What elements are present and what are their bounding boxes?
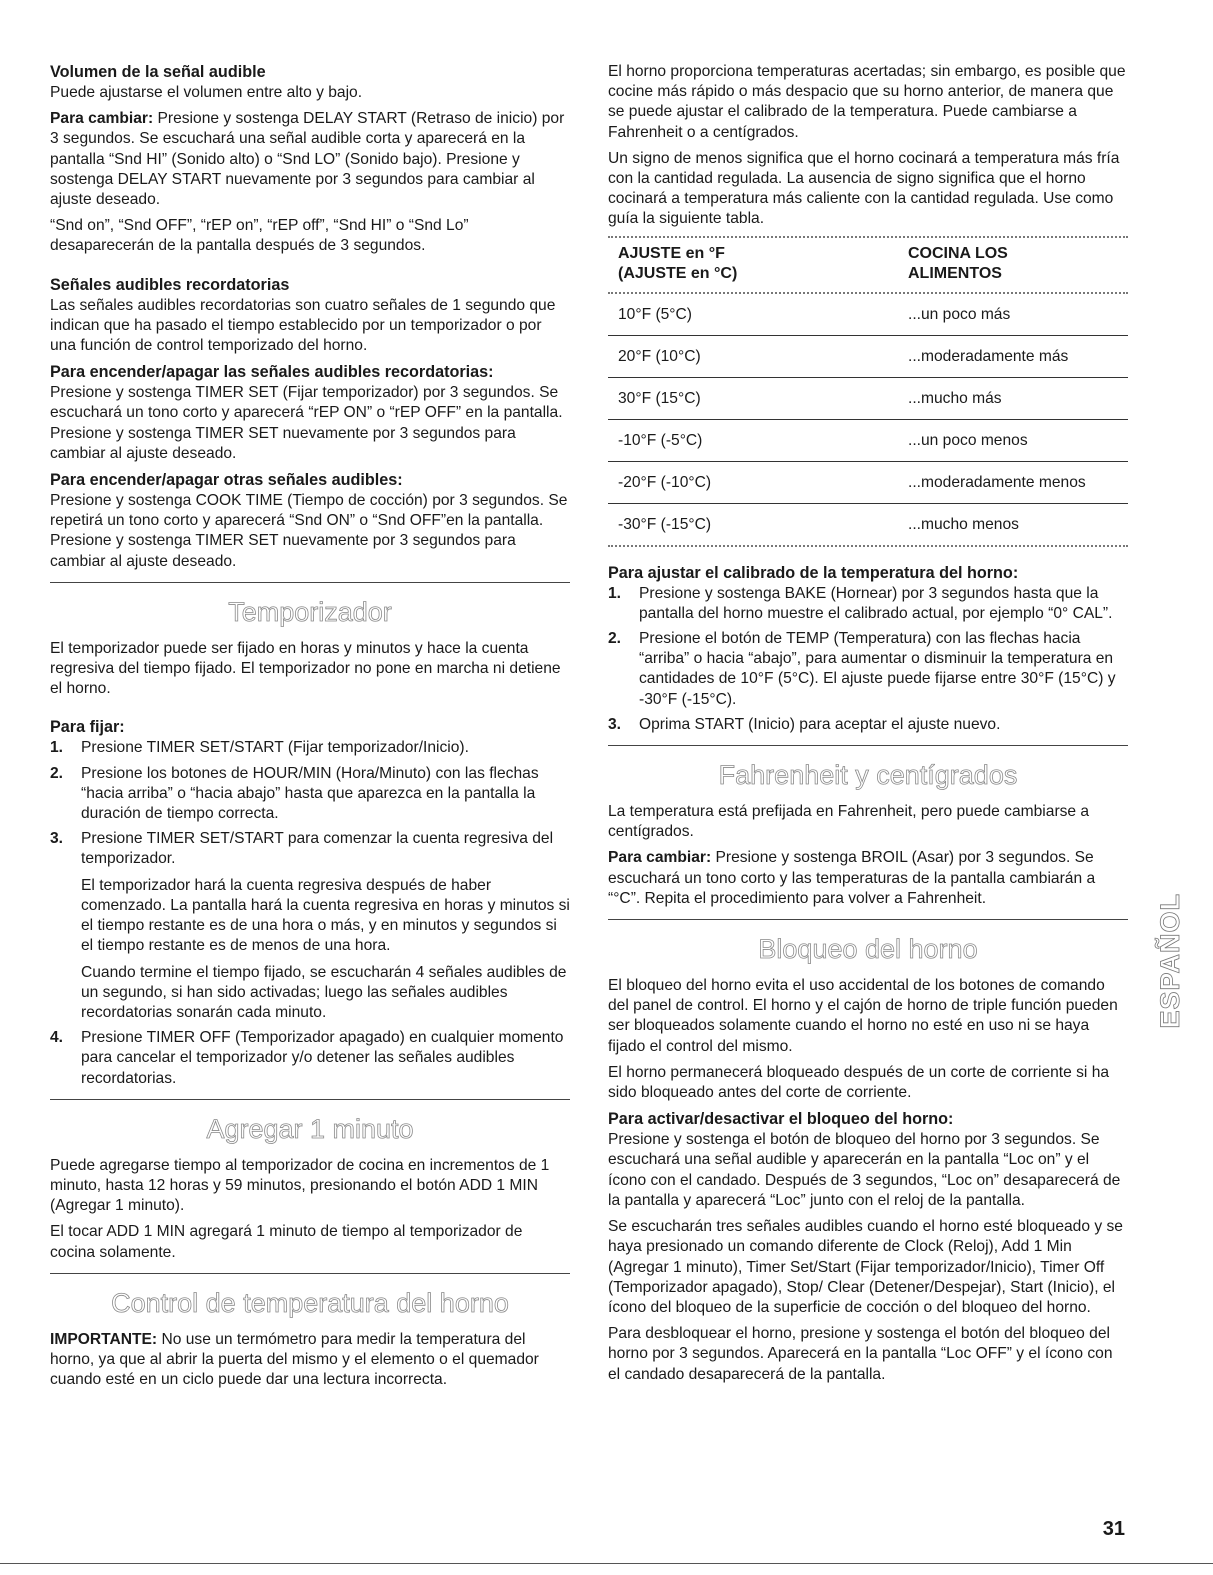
table-cell-setting: -20°F (-10°C) bbox=[608, 461, 898, 503]
table-header-setting: AJUSTE en °F (AJUSTE en °C) bbox=[618, 244, 738, 282]
timer-step bbox=[50, 1028, 570, 1089]
table-header-result: COCINA LOS ALIMENTOS bbox=[908, 244, 1008, 282]
table-row bbox=[608, 461, 1128, 503]
section-title-fahrenheit: Fahrenheit y centígrados bbox=[718, 760, 1018, 791]
right-column bbox=[608, 62, 1128, 1391]
section-title-timer: Temporizador bbox=[228, 596, 392, 627]
lock-paragraph-5: Para desbloquear el horno, presione y sostenga el botón del bloqueo del horno por 3 segundos. Aparecerá en la pantalla “Loc OFF” y el ícono con el candado desaparecerá de la pantalla. bbox=[608, 1325, 1113, 1383]
add-minute-paragraph: Puede agregarse tiempo al temporizador de cocina en incrementos de 1 minuto, hasta 12 horas y 59 minutos, presionando el botón ADD 1 MIN (Agregar 1 minuto). bbox=[50, 1156, 550, 1215]
step-number: 1. bbox=[50, 739, 64, 757]
step-text: Presione los botones de HOUR/MIN (Hora/Minuto) con las flechas “hacia arriba” o “hacia abajo” hasta que aparezca en la pantalla la duración de tiempo correcta. bbox=[81, 764, 539, 823]
step-note: El temporizador hará la cuenta regresiva después de haber comenzado. La pantalla hará la cuenta regresiva en horas y minutos si el tiempo restante es de una hora o más, y en minutos y segundos si el tiempo restante es de menos de una hora. bbox=[81, 876, 570, 955]
table-cell-result: ...un poco menos bbox=[898, 419, 1128, 461]
volume-change-paragraph bbox=[50, 109, 570, 210]
label: IMPORTANTE: bbox=[50, 1330, 158, 1348]
important-paragraph bbox=[50, 1330, 570, 1391]
timer-step bbox=[50, 764, 570, 825]
divider bbox=[50, 1099, 570, 1100]
table-row bbox=[608, 294, 1128, 336]
timer-steps bbox=[50, 738, 570, 1088]
reminder-paragraph: Las señales audibles recordatorias son cuatro señales de 1 segundo que indican que ha pasado el tiempo establecido por un temporizador o por una función de control temporizado del horno. bbox=[50, 296, 556, 355]
divider bbox=[50, 582, 570, 583]
table-row bbox=[608, 503, 1128, 545]
table-row bbox=[608, 377, 1128, 419]
table-cell-setting: 30°F (15°C) bbox=[608, 377, 898, 419]
volume-heading: Volumen de la señal audible bbox=[50, 63, 266, 81]
step-number: 2. bbox=[608, 630, 622, 648]
text: No use un termómetro para medir la temperatura del horno, ya que al abrir la puerta del mismo y el elemento o el quemador cuando esté en un ciclo puede dar una lectura incorrecta. bbox=[50, 1330, 539, 1389]
step-text: Presione TIMER OFF (Temporizador apagado) en cualquier momento para cancelar el temporizador y/o detener las señales audibles recordatorias. bbox=[81, 1029, 564, 1087]
page-number: 31 bbox=[1102, 1518, 1125, 1540]
table-cell-result: ...mucho menos bbox=[908, 515, 1019, 533]
reminder-subheading-2: Para encender/apagar otras señales audibles: bbox=[50, 471, 403, 490]
table-cell-result: ...mucho más bbox=[898, 377, 1128, 419]
language-side-mark: ESPAÑOL bbox=[1154, 892, 1185, 1029]
calibration-table bbox=[608, 238, 1128, 545]
fahrenheit-paragraph: La temperatura está prefijada en Fahrenheit, pero puede cambiarse a centígrados. bbox=[608, 803, 1090, 841]
table-row bbox=[608, 335, 1128, 377]
table-cell-result: ...moderadamente menos bbox=[898, 461, 1128, 503]
step-number: 3. bbox=[608, 715, 622, 733]
step-text: Presione el botón de TEMP (Temperatura) con las flechas hacia “arriba” o hacia “abajo”, para aumentar o disminuir la temperatura en cantidades de 10°F (5°C). El ajuste puede fijarse entre 30°F (15°C) y -30°F (-15°C). bbox=[639, 630, 1116, 708]
step-number: 1. bbox=[608, 584, 622, 602]
left-column bbox=[50, 62, 570, 1396]
table-cell-setting: -30°F (-15°C) bbox=[618, 515, 712, 533]
timer-step bbox=[50, 829, 570, 1023]
bottom-rule bbox=[0, 1563, 1213, 1564]
lock-paragraph-3: Presione y sostenga el botón de bloqueo del horno por 3 segundos. Se escuchará una señal audible y aparecerán en la pantalla “Loc on” y el ícono con el candado. Después de 3 segundos, “Loc on” desaparecerá de la pantalla y aparecerá “Loc” junto con el reloj de la pantalla. bbox=[608, 1131, 1121, 1209]
step-text: Oprima START (Inicio) para aceptar el ajuste nuevo. bbox=[639, 715, 1001, 733]
step-number: 3. bbox=[50, 830, 64, 848]
table-cell-result: ...moderadamente más bbox=[898, 335, 1128, 377]
table-cell-setting: 10°F (5°C) bbox=[608, 294, 898, 336]
lock-paragraph-4: Se escucharán tres señales audibles cuando el horno esté bloqueado y se haya presionado un comando diferente de Clock (Reloj), Add 1 Min (Agregar 1 minuto), Timer Set/Start (Fijar temporizador/Inicio), Timer Off (Temporizador apagado), Stop/ Clear (Detener/Despejar), Start (Inicio), el ícono del bloqueo de la superficie de cocción o del bloqueo del horno. bbox=[608, 1218, 1123, 1316]
section-title-oven-lock: Bloqueo del horno bbox=[758, 934, 978, 965]
lock-paragraph: El bloqueo del horno evita el uso accidental de los botones de comando del panel de control. El horno y el cajón de horno de triple función pueden ser bloqueados solamente cuando el horno no esté en uso ni se haya fijado el control del mismo. bbox=[608, 977, 1118, 1055]
text: Presione y sostenga DELAY START (Retraso de inicio) por 3 segundos. Se escuchará una señal audible corta y aparecerá en la pantalla “Snd HI” (Sonido alto) o “Snd LO” (Sonido bajo). Presione y sostenga DELAY START nuevamente por 3 segundos para cambiar al ajuste deseado. bbox=[50, 110, 565, 209]
volume-note-paragraph: “Snd on”, “Snd OFF”, “rEP on”, “rEP off”, “Snd HI” o “Snd Lo” desaparecerán de la pantalla después de 3 segundos. bbox=[50, 217, 469, 255]
calibration-subheading: Para ajustar el calibrado de la temperatura del horno: bbox=[608, 563, 1019, 582]
table-row bbox=[608, 419, 1128, 461]
calibration-step bbox=[608, 629, 1128, 710]
timer-subheading: Para fijar: bbox=[50, 718, 125, 737]
step-text: Presione TIMER SET/START (Fijar temporizador/Inicio). bbox=[81, 739, 469, 757]
reminder-paragraph-3: Presione y sostenga COOK TIME (Tiempo de cocción) por 3 segundos. Se repetirá un tono corto y aparecerá “Snd ON” o “Snd OFF”en la pantalla. Presione y sostenga TIMER SET nuevamente por 3 segundos para cambiar al ajuste deseado. bbox=[50, 492, 568, 570]
table-cell-setting: 20°F (10°C) bbox=[608, 335, 898, 377]
calibration-step bbox=[608, 584, 1128, 624]
add-minute-paragraph-2: El tocar ADD 1 MIN agregará 1 minuto de tiempo al temporizador de cocina solamente. bbox=[50, 1223, 523, 1261]
calibration-steps bbox=[608, 584, 1128, 735]
step-number: 4. bbox=[50, 1029, 64, 1047]
step-note: Cuando termine el tiempo fijado, se escucharán 4 señales audibles de un segundo, si han sido activadas; luego las señales audibles recordatorias sonarán cada minuto. bbox=[81, 963, 567, 1021]
divider bbox=[608, 919, 1128, 920]
step-number: 2. bbox=[50, 764, 64, 782]
label: Para cambiar: bbox=[608, 849, 712, 867]
text: Presione y sostenga BROIL (Asar) por 3 segundos. Se escuchará un tono corto y las temperaturas de la pantalla cambiarán a “°C”. Repita el procedimiento para volver a Fahrenheit. bbox=[608, 849, 1096, 907]
step-text: Presione y sostenga BAKE (Hornear) por 3 segundos hasta que la pantalla del horno muestre el calibrado actual, por ejemplo “0° CAL”. bbox=[639, 584, 1113, 622]
reminder-subheading-1: Para encender/apagar las señales audibles recordatorias: bbox=[50, 363, 494, 382]
step-text: Presione TIMER SET/START para comenzar la cuenta regresiva del temporizador. bbox=[81, 830, 554, 868]
section-title-add-minute: Agregar 1 minuto bbox=[206, 1113, 414, 1144]
lock-paragraph-2: El horno permanecerá bloqueado después de un corte de corriente si ha sido bloqueado antes del corte de corriente. bbox=[608, 1063, 1110, 1102]
timer-paragraph: El temporizador puede ser fijado en horas y minutos y hace la cuenta regresiva del tiempo fijado. El temporizador no pone en marcha ni detiene el horno. bbox=[50, 639, 561, 698]
label: Para cambiar: bbox=[50, 110, 154, 128]
reminder-paragraph-2: Presione y sostenga TIMER SET (Fijar temporizador) por 3 segundos. Se escuchará un tono corto y aparecerá “rEP ON” o “rEP OFF” en la pantalla. Presione y sostenga TIMER SET nuevamente por 3 segundos para cambiar al ajuste deseado. bbox=[50, 384, 563, 462]
timer-step bbox=[50, 738, 570, 758]
calibration-paragraph-2: Un signo de menos significa que el horno cocinará a temperatura más fría con la cantidad regulada. La ausencia de signo significa que el horno cocinará a temperatura más caliente con la cantidad regulada. Use como guía la siguiente tabla. bbox=[608, 149, 1120, 228]
section-title-temp-control: Control de temperatura del horno bbox=[111, 1287, 509, 1318]
divider bbox=[608, 745, 1128, 746]
reminder-heading: Señales audibles recordatorias bbox=[50, 275, 290, 294]
table-cell-setting: -10°F (-5°C) bbox=[608, 419, 898, 461]
table-cell-result: ...un poco más bbox=[898, 294, 1128, 336]
divider bbox=[50, 1273, 570, 1274]
lock-subheading: Para activar/desactivar el bloqueo del horno: bbox=[608, 1110, 954, 1129]
calibration-step bbox=[608, 715, 1128, 735]
fahrenheit-change-paragraph bbox=[608, 848, 1128, 909]
calibration-paragraph: El horno proporciona temperaturas acertadas; sin embargo, es posible que cocine más rápido o más despacio que su horno anterior, de manera que se puede ajustar el calibrado de la temperatura. Puede cambiarse a Fahrenheit o a centígrados. bbox=[608, 63, 1126, 141]
volume-paragraph: Puede ajustarse el volumen entre alto y bajo. bbox=[50, 84, 363, 101]
